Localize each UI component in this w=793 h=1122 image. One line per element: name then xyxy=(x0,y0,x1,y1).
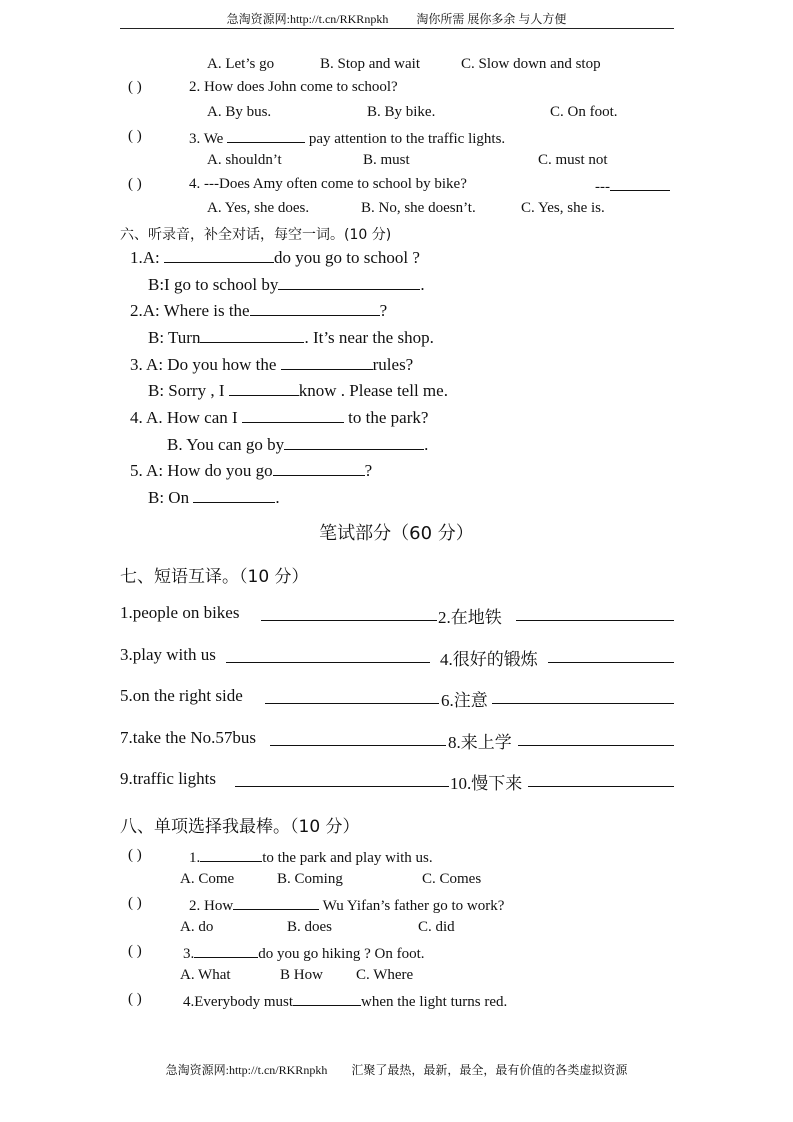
s8-q3-paren: ( ) xyxy=(128,943,142,959)
header-divider xyxy=(120,28,674,29)
section7-title: 七、短语互译。（10 分） xyxy=(120,567,309,587)
s8-q2-paren: ( ) xyxy=(128,895,142,911)
s7-row-2: 3.play with us 4.很好的锻炼 xyxy=(120,645,674,665)
s8-q1-stem: 1. to the park and play with us. xyxy=(189,847,433,867)
section8-title: 八、单项选择我最棒。（10 分） xyxy=(120,817,360,837)
q3-option-c: C. must not xyxy=(538,152,608,168)
s7-row-5: 9.traffic lights 10.慢下来 xyxy=(120,769,674,789)
q3-answer-paren: ( ) xyxy=(128,128,142,144)
q4-answer-blank: --- xyxy=(595,176,670,196)
q4-option-a: A. Yes, she does. xyxy=(207,200,310,216)
q2-option-a: A. By bus. xyxy=(207,104,272,120)
s6-line-5: 3. A: Do you how the rules? xyxy=(130,355,414,374)
q4-stem: 4. ---Does Amy often come to school by bike? xyxy=(189,176,467,192)
s8-q3-option-a: A. What xyxy=(180,967,231,983)
q3-option-a: A. shouldn’t xyxy=(207,152,282,168)
s8-q2-option-a: A. do xyxy=(180,919,214,935)
s8-q3-stem: 3. do you go hiking ? On foot. xyxy=(183,943,425,963)
s8-q1-option-a: A. Come xyxy=(180,871,235,887)
q3-stem: 3. We pay attention to the traffic lights. xyxy=(189,128,505,148)
page-footer xyxy=(0,1061,793,1078)
header-slogan: 淘你所需 展你多余 与人方便 xyxy=(416,12,567,26)
s6-line-8: B. You can go by . xyxy=(167,435,429,454)
section6-title: 六、听录音，补全对话，每空一词。(10 分) xyxy=(120,227,392,243)
q3-option-b: B. must xyxy=(363,152,410,168)
s6-line-1: 1.A: do you go to school ? xyxy=(130,248,420,267)
q1-option-b: B. Stop and wait xyxy=(320,56,420,72)
s8-q1-paren: ( ) xyxy=(128,847,142,863)
s6-line-4: B: Turn . It’s near the shop. xyxy=(148,328,434,347)
s6-line-7: 4. A. How can I to the park? xyxy=(130,408,429,427)
q1-option-a: A. Let’s go xyxy=(207,56,275,72)
s8-q4-stem: 4.Everybody must when the light turns red. xyxy=(183,991,507,1011)
footer-site: 急淘资源网:http://t.cn/RKRnpkh xyxy=(165,1063,328,1077)
q2-stem: 2. How does John come to school? xyxy=(189,79,398,95)
footer-slogan: 汇聚了最热，最新，最全，最有价值的各类虚拟资源 xyxy=(351,1063,628,1077)
s8-q2-stem: 2. How Wu Yifan’s father go to work? xyxy=(189,895,504,915)
q4-option-c: C. Yes, she is. xyxy=(521,200,605,216)
s6-line-3: 2.A: Where is the ? xyxy=(130,301,388,320)
s7-row-4: 7.take the No.57bus 8.来上学 xyxy=(120,728,674,748)
q2-option-c: C. On foot. xyxy=(550,104,618,120)
q1-option-c: C. Slow down and stop xyxy=(461,56,601,72)
written-part-title: 笔试部分（60 分） xyxy=(319,523,474,544)
s8-q3-option-b: B How xyxy=(280,967,323,983)
q2-answer-paren: ( ) xyxy=(128,79,142,95)
s6-line-9: 5. A: How do you go ? xyxy=(130,461,373,480)
s8-q3-option-c: C. Where xyxy=(356,967,414,983)
s8-q4-paren: ( ) xyxy=(128,991,142,1007)
s8-q1-option-b: B. Coming xyxy=(277,871,343,887)
s8-q2-option-b: B. does xyxy=(287,919,332,935)
s8-q2-option-c: C. did xyxy=(418,919,455,935)
s6-line-2: B:I go to school by . xyxy=(148,275,425,294)
q2-option-b: B. By bike. xyxy=(367,104,436,120)
s7-row-1: 1.people on bikes 2.在地铁 xyxy=(120,603,674,623)
s8-q1-option-c: C. Comes xyxy=(422,871,482,887)
page-header xyxy=(0,10,793,27)
s6-line-6: B: Sorry , I know . Please tell me. xyxy=(148,381,448,400)
s7-row-3: 5.on the right side 6.注意 xyxy=(120,686,674,706)
s6-line-10: B: On . xyxy=(148,488,280,507)
q4-answer-paren: ( ) xyxy=(128,176,142,192)
q4-option-b: B. No, she doesn’t. xyxy=(361,200,476,216)
header-site: 急淘资源网:http://t.cn/RKRnpkh xyxy=(226,12,389,26)
